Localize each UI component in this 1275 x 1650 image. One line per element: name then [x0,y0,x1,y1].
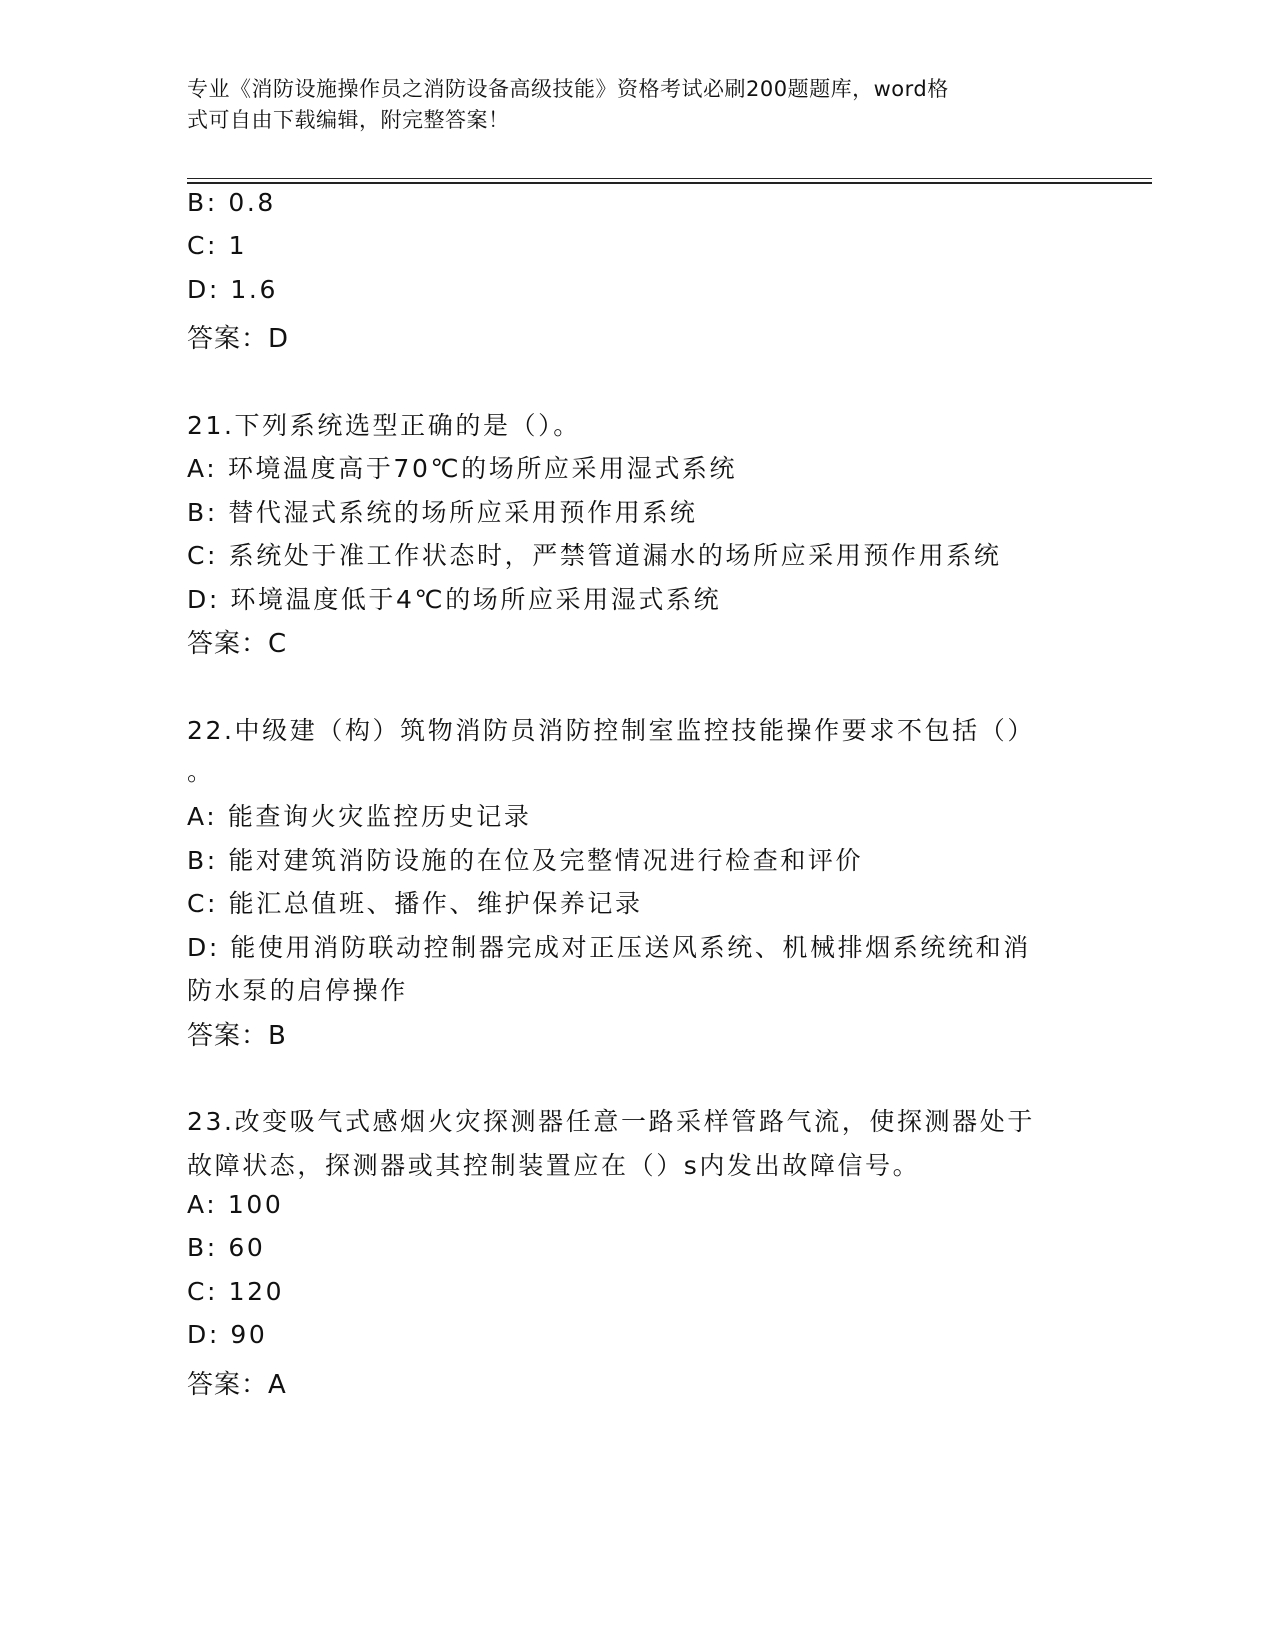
q23-stem-line-1: 23.改变吸气式感烟火灾探测器任意一路采样管路气流，使探测器处于 [187,1107,1035,1136]
q21-stem: 21.下列系统选型正确的是（）。 [187,411,581,440]
q23-option-d: D: 90 [187,1320,268,1349]
header-line-2: 式可自由下载编辑，附完整答案！ [187,108,510,132]
q22-option-d-line-1: D: 能使用消防联动控制器完成对正压送风系统、机械排烟系统统和消 [187,933,1031,962]
q23-option-b: B: 60 [187,1233,266,1262]
q22-stem-line-2: 。 [187,757,215,786]
q21-option-a: A: 环境温度高于70℃的场所应采用湿式系统 [187,454,738,483]
q22-option-d-line-2: 防水泵的启停操作 [187,976,408,1005]
q23-answer: 答案：A [187,1370,287,1400]
prev-option-c: C: 1 [187,231,248,260]
document-header [187,74,1087,136]
q21-answer: 答案：C [187,629,288,659]
q21-option-b: B: 替代湿式系统的场所应采用预作用系统 [187,498,698,527]
header-divider-thick [187,182,1152,184]
q22-option-c: C: 能汇总值班、播作、维护保养记录 [187,889,643,918]
q22-stem-line-1: 22.中级建（构）筑物消防员消防控制室监控技能操作要求不包括（） [187,716,1035,745]
prev-option-b: B: 0.8 [187,188,276,217]
prev-option-d: D: 1.6 [187,275,278,304]
q22-answer: 答案：B [187,1021,287,1051]
q23-option-a: A: 100 [187,1190,284,1219]
q22-option-a: A: 能查询火灾监控历史记录 [187,802,532,831]
prev-answer: 答案：D [187,324,290,354]
header-divider-thin [187,178,1152,179]
header-line-1: 专业《消防设施操作员之消防设备高级技能》资格考试必刷200题题库，word格 [187,77,949,101]
q22-option-b: B: 能对建筑消防设施的在位及完整情况进行检查和评价 [187,846,864,875]
q23-option-c: C: 120 [187,1277,285,1306]
q23-stem-line-2: 故障状态，探测器或其控制装置应在（）s内发出故障信号。 [187,1151,921,1180]
q21-option-c: C: 系统处于准工作状态时，严禁管道漏水的场所应采用预作用系统 [187,541,1002,570]
q21-option-d: D: 环境温度低于4℃的场所应采用湿式系统 [187,585,722,614]
